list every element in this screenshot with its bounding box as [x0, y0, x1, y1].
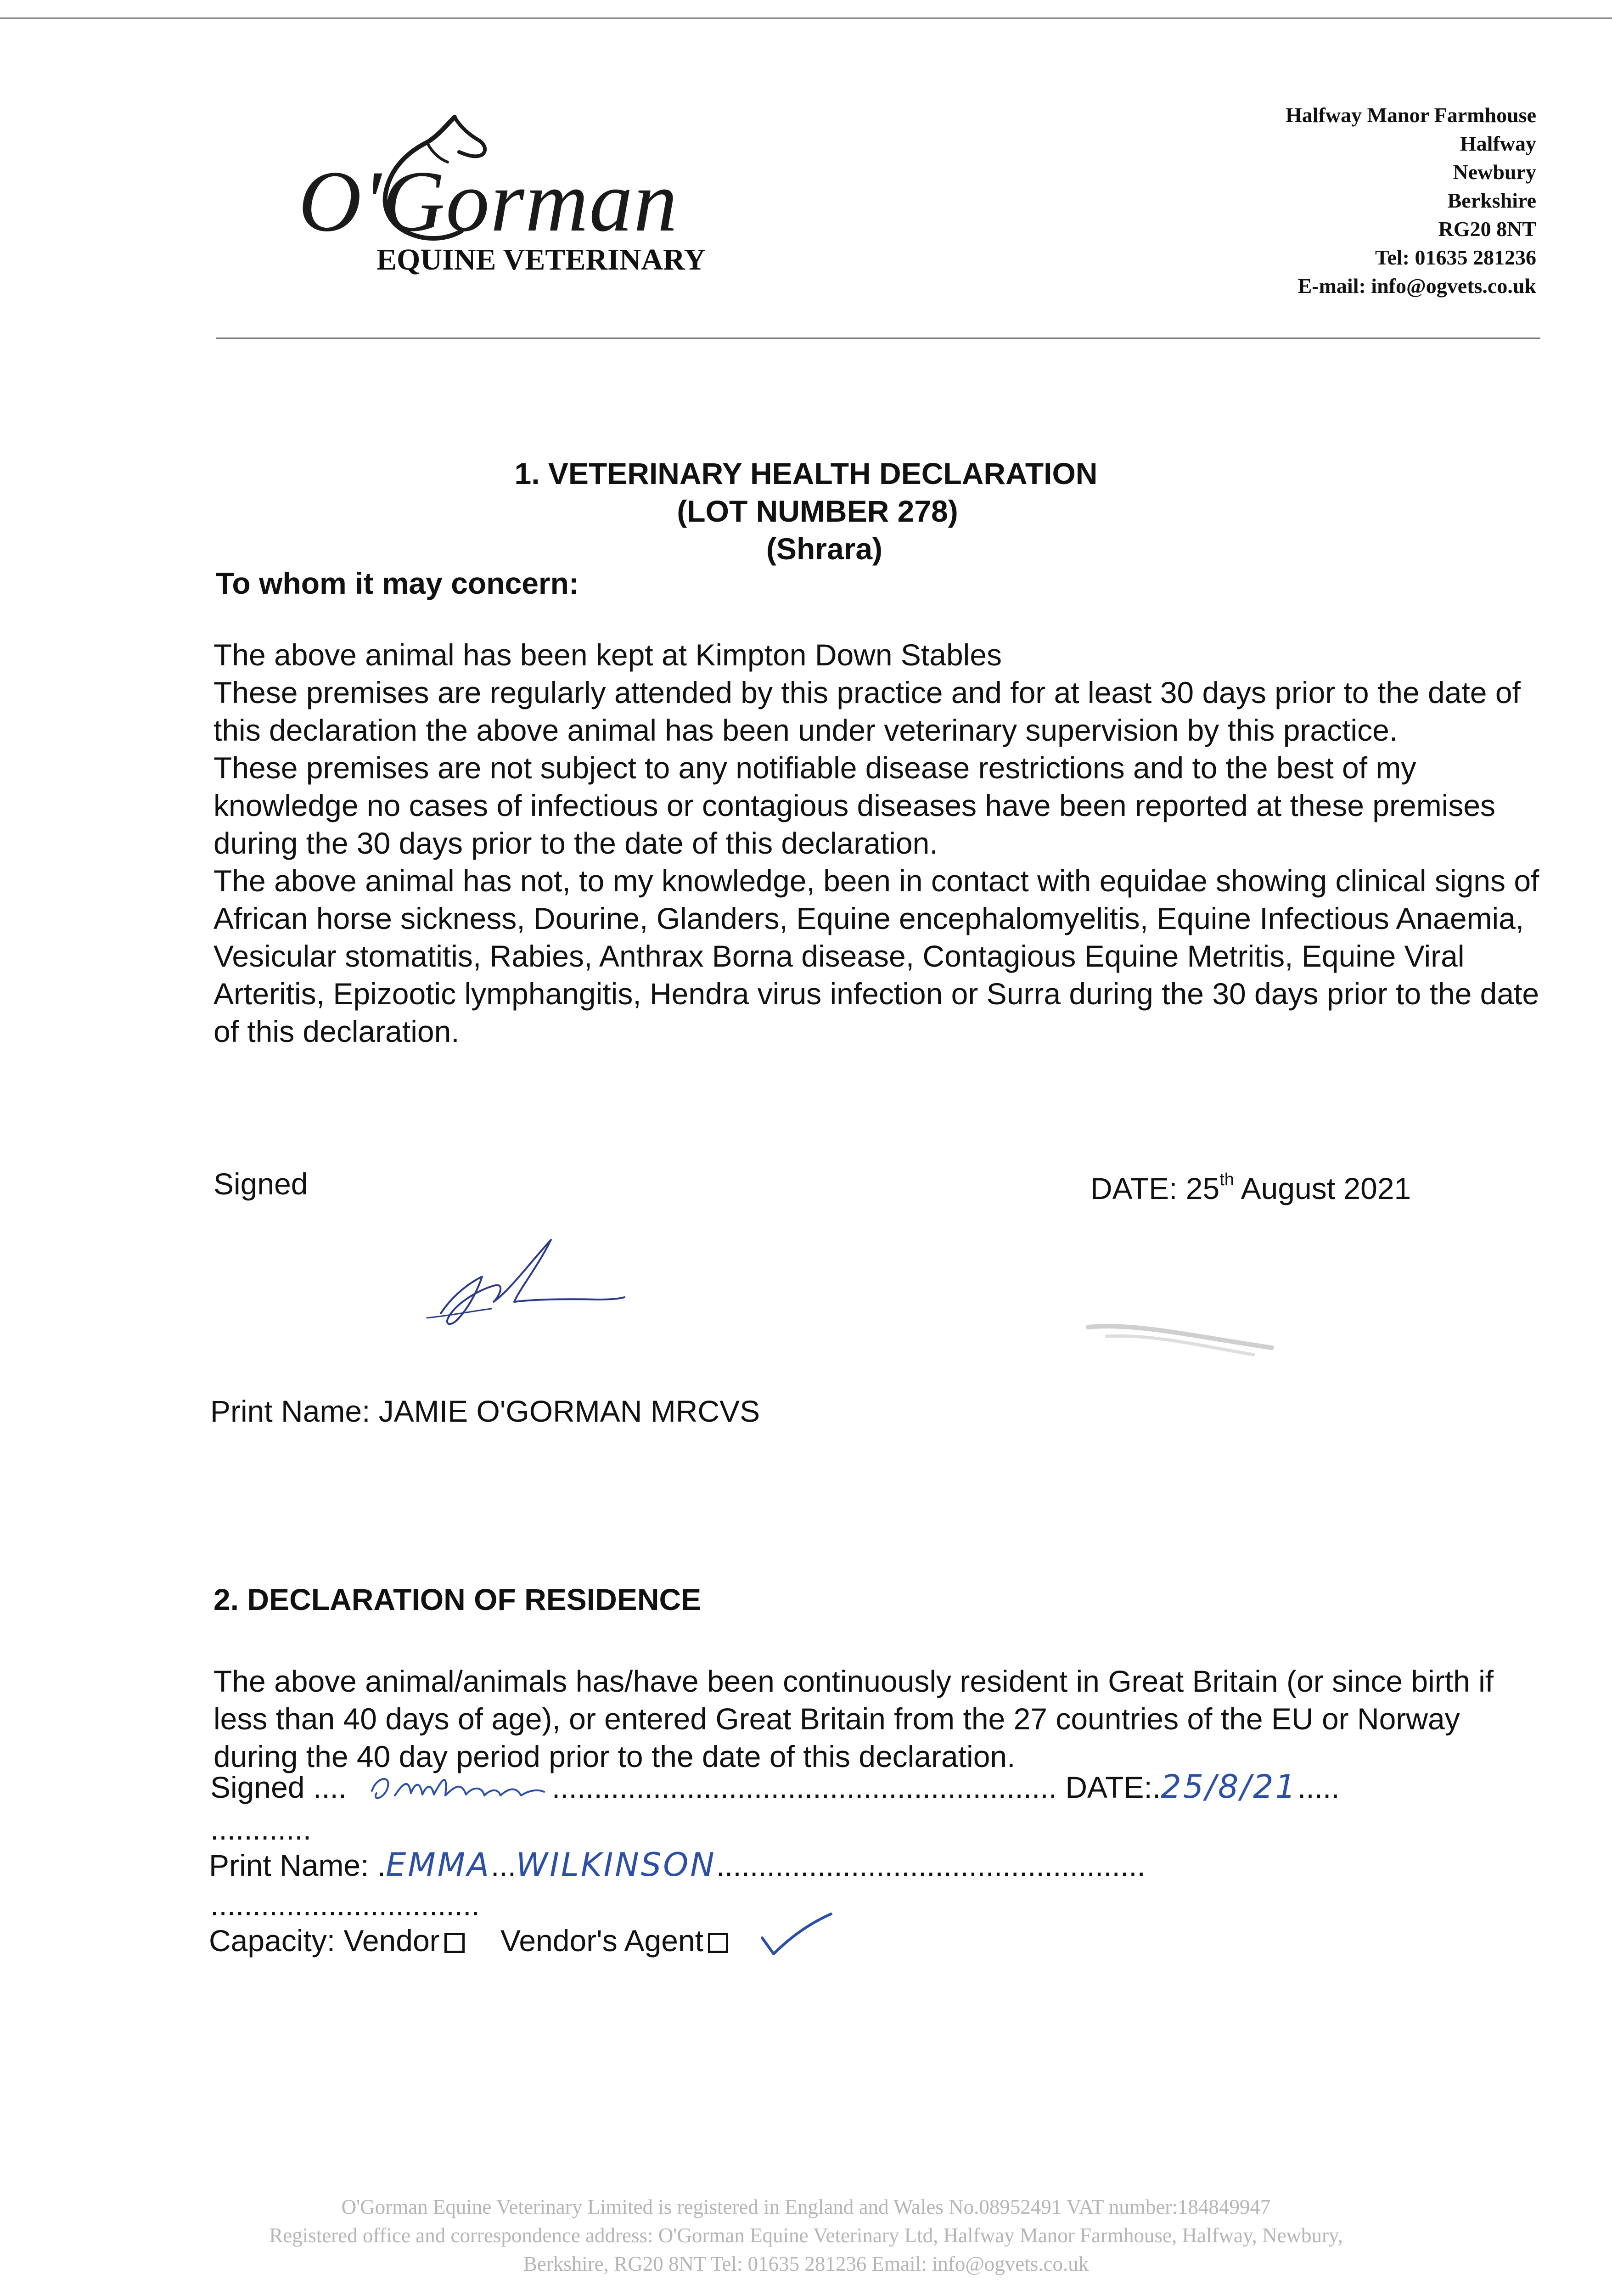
paragraph: The above animal has been kept at Kimpton Down Stables — [213, 638, 1002, 672]
address-phone: Tel: 01635 281236 — [1375, 246, 1536, 269]
declaration-title: 1. VETERINARY HEALTH DECLARATION — [514, 456, 1098, 490]
address-line: Halfway Manor Farmhouse — [1285, 103, 1536, 127]
agent-last-name: WILKINSON — [516, 1846, 716, 1884]
residence-date-value: 25/8/21 — [1161, 1768, 1298, 1806]
paragraph: These premises are not subject to any notifiable disease restrictions and to the best of my knowledge no cases of infectious or contagious diseases have been reported at these premises during the 30 days prior to the date of this declaration. — [213, 751, 1496, 860]
footer-office: Registered office and correspondence address: O'Gorman Equine Veterinary Ltd, Halfway Manor Farmhouse, Halfway, Newbury, — [269, 2224, 1343, 2247]
faint-stamp-mark — [1079, 1309, 1281, 1364]
dotted-continuation: ................................ — [210, 1888, 480, 1922]
horse-name: (Shrara) — [766, 532, 883, 566]
paragraph: The above animal has not, to my knowledge, been in contact with equidae showing clinical signs of African horse sickness, Dourine, Glanders, Equine encephalomyelitis, Equine Infectious Anaemia, Vesicular stomatitis, Rabies, Anthrax Borna disease, Contagious Equine Metritis, Equine Viral Arteritis, Epizootic lymphangitis, Hendra virus infection or Surra during the 30 days prior to the date of this declaration. — [213, 864, 1539, 1048]
dotted-continuation: ............ — [210, 1812, 312, 1846]
logo-wordmark: O'Gorman — [298, 153, 679, 250]
capacity-line: Capacity: Vendor Vendor's Agent — [209, 1923, 728, 1958]
header-divider — [216, 338, 1540, 339]
vet-signature — [413, 1221, 652, 1341]
checkmark-icon — [758, 1910, 836, 1961]
address-line: Halfway — [1460, 132, 1536, 155]
lot-number: (LOT NUMBER 278) — [677, 494, 958, 528]
vendors-agent-checkbox[interactable] — [708, 1933, 728, 1953]
practice-address — [1286, 101, 1536, 300]
paragraph: These premises are regularly attended by this practice and for at least 30 days prior to the date of this declaration the above animal has been under veterinary supervision by this practice. — [213, 675, 1521, 747]
residence-print-name-line: Print Name: .EMMA...WILKINSON................................................... — [209, 1846, 1146, 1884]
greeting: To whom it may concern: — [216, 566, 579, 600]
residence-title: 2. DECLARATION OF RESIDENCE — [213, 1582, 702, 1616]
agent-signature — [363, 1759, 601, 1814]
residence-body: The above animal/animals has/have been continuously resident in Great Britain (or since birth if less than 40 days of age), or entered Great Britain from the 27 countries of the EU or Norway during the 40 day period prior to the date of this declaration. — [213, 1664, 1494, 1773]
health-declaration-body — [213, 636, 1545, 1050]
residence-signed-line: Signed .... ............................................................ DATE:.25/8/21..... — [210, 1768, 1340, 1806]
top-rule — [0, 17, 1612, 19]
address-line: Newbury — [1453, 160, 1536, 184]
logo-subtitle: EQUINE VETERINARY — [376, 243, 706, 276]
signed-label: Signed — [213, 1167, 308, 1201]
address-line: RG20 8NT — [1438, 217, 1536, 241]
footer-contact: Berkshire, RG20 8NT Tel: 01635 281236 Email: info@ogvets.co.uk — [523, 2252, 1089, 2275]
vet-print-name: Print Name: JAMIE O'GORMAN MRCVS — [210, 1394, 760, 1428]
footer-registration: O'Gorman Equine Veterinary Limited is registered in England and Wales No.08952491 VAT number:184849947 — [341, 2195, 1271, 2218]
agent-first-name: EMMA — [386, 1846, 491, 1884]
vendor-checkbox[interactable] — [444, 1933, 465, 1953]
address-line: Berkshire — [1447, 189, 1536, 212]
declaration-date: DATE: 25th August 2021 — [1090, 1170, 1411, 1205]
address-email: E-mail: info@ogvets.co.uk — [1297, 274, 1536, 298]
